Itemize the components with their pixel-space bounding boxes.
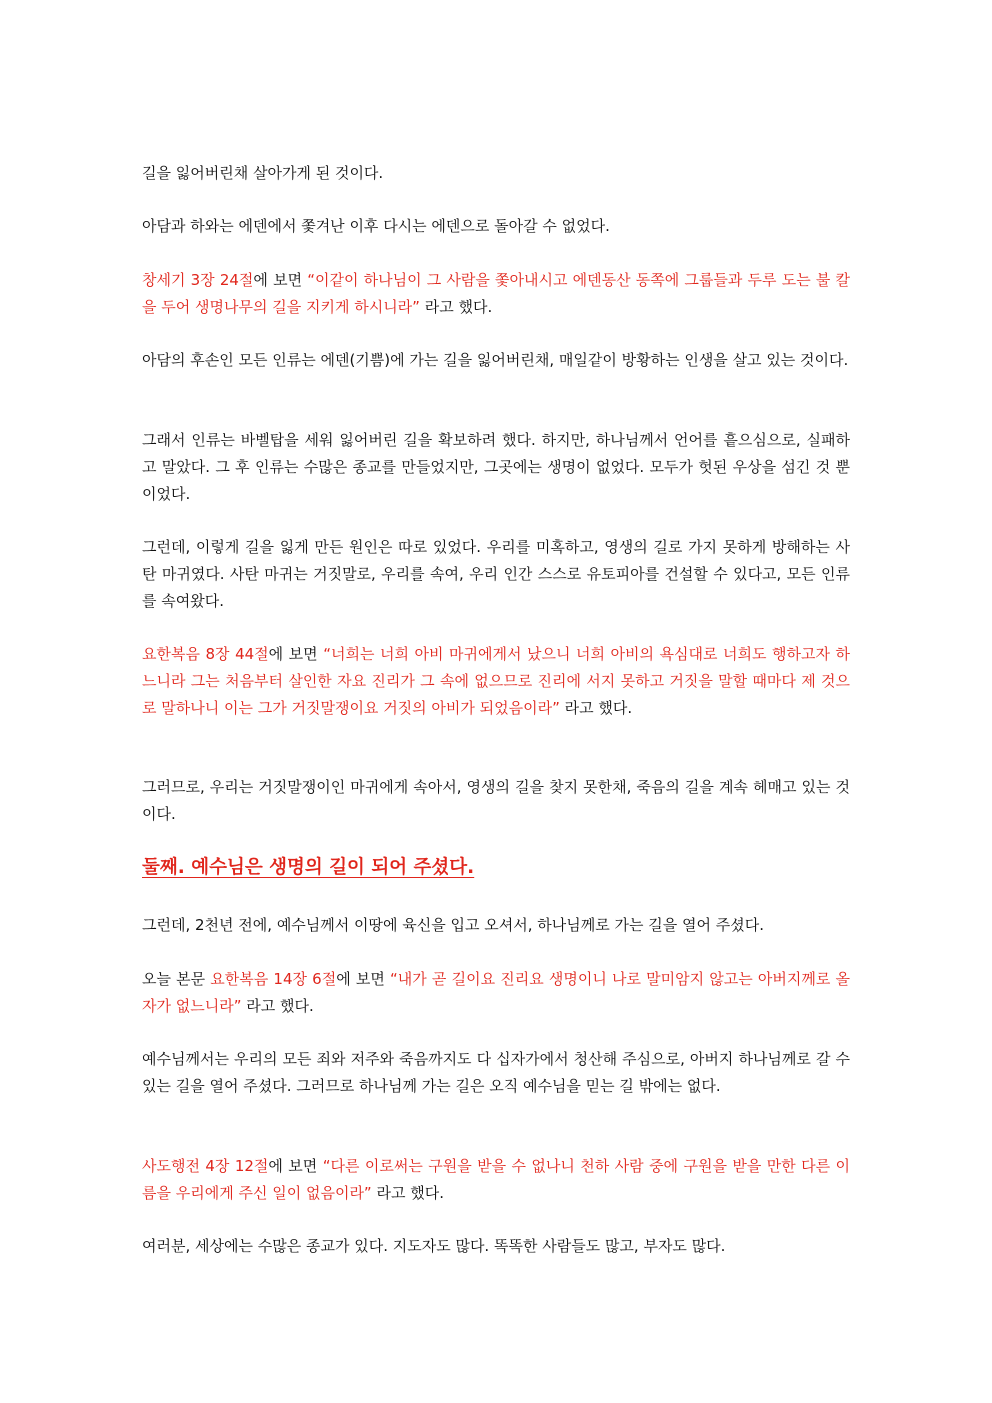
scripture-reference: 요한복음 8장 44절 [142,645,269,663]
scripture-quote: “너희는 너희 아비 마귀에게서 났으니 너희 아비의 욕심대로 너희도 행하고자 하느니라 그는 처음부터 살인한 자요 진리가 그 속에 없으므로 진리에 서지 못하고 거짓을 말할 때마다 제 것으로 말하나니 이는 그가 거짓말쟁이요 거짓의 아비가 되었음이라” [142,645,850,717]
paragraph-genesis-quote [142,267,850,321]
inline-text: 에 보면 [268,645,324,663]
paragraph-wandering: 아담의 후손인 모든 인류는 에덴(기쁨)에 가는 길을 잃어버린채, 매일같이 방황하는 인생을 살고 있는 것이다. [142,351,849,369]
scripture-reference: 요한복음 14장 6절 [210,970,337,988]
paragraph-acts-quote [142,1153,850,1207]
inline-text: 오늘 본문 [142,970,211,988]
paragraph-babel: 그래서 인류는 바벨탑을 세워 잃어버린 길을 확보하려 했다. 하지만, 하나님께서 언어를 흩으심으로, 실패하고 말았다. 그 후 인류는 수많은 종교를 만들었지만, 그곳에는 생명이 없었다. 모두가 헛된 우상을 섬긴 것 뿐이었다. [142,431,850,503]
paragraph-john-14-quote [142,966,850,1020]
inline-text: 라고 했다. [241,997,314,1015]
paragraph-john-8-quote [142,641,850,722]
inline-text: 라고 했다. [559,699,633,717]
inline-text: 라고 했다. [419,298,493,316]
inline-text: 라고 했다. [371,1184,444,1202]
scripture-quote: “내가 곧 길이요 진리요 생명이니 나로 말미암지 않고는 아버지께로 올 자가 없느니라” [142,970,850,1015]
scripture-reference: 창세기 3장 24절 [142,271,254,289]
inline-text: 에 보면 [336,970,391,988]
inline-text: 에 보면 [268,1157,323,1175]
scripture-quote: “다른 이로써는 구원을 받을 수 없나니 천하 사람 중에 구원을 받을 만한 다른 이름을 우리에게 주신 일이 없음이라” [142,1157,851,1202]
paragraph-incarnation: 그런데, 2천년 전에, 예수님께서 이땅에 육신을 입고 오셔서, 하나님께로 가는 길을 열어 주셨다. [142,916,764,934]
scripture-quote: “이같이 하나님이 그 사람을 쫓아내시고 에덴동산 동쪽에 그룹들과 두루 도는 불 칼을 두어 생명나무의 길을 지키게 하시니라” [142,271,850,316]
section-heading: 둘째. 예수님은 생명의 길이 되어 주셨다. [142,857,475,878]
paragraph-satan: 그런데, 이렇게 길을 잃게 만든 원인은 따로 있었다. 우리를 미혹하고, 영생의 길로 가지 못하게 방해하는 사탄 마귀였다. 사탄 마귀는 거짓말로, 우리를 속여, 우리 인간 스스로 유토피아를 건설할 수 있다고, 모든 인류를 속여왔다. [142,538,850,610]
paragraph-deceived: 그러므로, 우리는 거짓말쟁이인 마귀에게 속아서, 영생의 길을 찾지 못한채, 죽음의 길을 계속 헤매고 있는 것이다. [142,778,850,823]
scripture-reference: 사도행전 4장 12절 [142,1157,269,1175]
paragraph-cross: 예수님께서는 우리의 모든 죄와 저주와 죽음까지도 다 십자가에서 청산해 주심으로, 아버지 하나님께로 갈 수 있는 길을 열어 주셨다. 그러므로 하나님께 가는 길은 오직 예수님을 믿는 길 밖에는 없다. [142,1050,850,1095]
inline-text: 에 보면 [253,271,308,289]
paragraph-expelled-eden: 아담과 하와는 에덴에서 쫓겨난 이후 다시는 에덴으로 돌아갈 수 없었다. [142,217,610,235]
paragraph-lost-way: 길을 잃어버린채 살아가게 된 것이다. [142,164,384,182]
paragraph-religions: 여러분, 세상에는 수많은 종교가 있다. 지도자도 많다. 똑똑한 사람들도 많고, 부자도 많다. [142,1237,726,1255]
